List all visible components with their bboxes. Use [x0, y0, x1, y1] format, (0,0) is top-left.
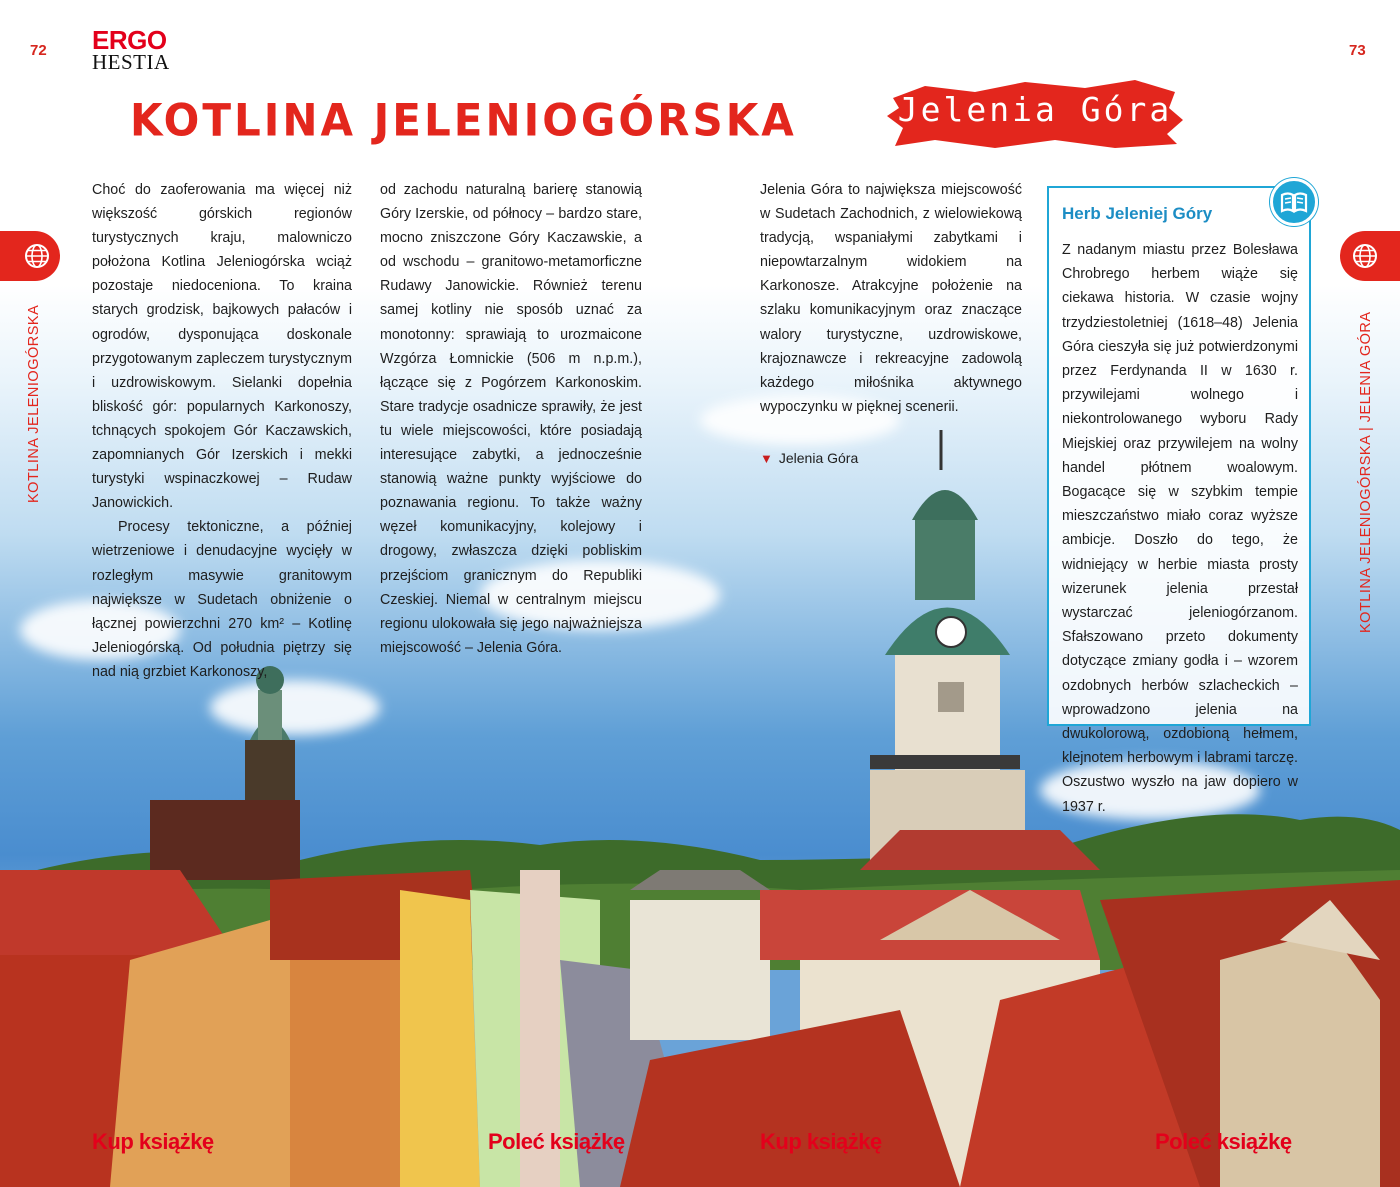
info-box-text: Z nadanym miastu przez Bolesława Chrobrego herbem wiąże się ciekawa historia. W czasie wojny trzydziestoletniej (1618–48) Jelenia Góra cieszyła się już potwierdzonymi przez Ferdynanda II w 1630 r. przywilejami wolnego i niekontrolowanego wyboru Rady Miejskiej oraz przywilejem na wolny handel płótnem woalowym. Bogacące się w szybkim tempie mieszczaństwo miało coraz wyższe ambicje. Doszło do tego, że widniejący w herbie miasta prosty wizerunek jelenia przestał wystarczać jeleniogórzanom. Sfałszowano przeto dokumenty dotyczące zmiany godła i – wzorem ozdobnych herbów szlacheckich – wprowadzono jelenia na dwukolorową, ozdobioną hełmem, klejnotem herbowym i labrami tarczę. Oszustwo wyszło na jaw dopiero w 1937 r.: [1062, 242, 1298, 815]
info-box-title: Herb Jeleniej Góry: [1062, 204, 1213, 223]
page-number-left: 72: [30, 42, 47, 59]
globe-icon: [1352, 243, 1378, 269]
text-column-2: [380, 178, 642, 660]
chapter-title: KOTLINA JELENIOGÓRSKA: [130, 94, 797, 147]
globe-tab-right[interactable]: [1340, 231, 1400, 281]
buy-book-link-left[interactable]: Kup książkę: [92, 1129, 214, 1154]
logo-line-ergo: ERGO: [92, 25, 167, 55]
page-number-right: 73: [1349, 42, 1366, 59]
globe-tab-left[interactable]: [0, 231, 60, 281]
recommend-book-link-right[interactable]: Poleć książkę: [1155, 1129, 1292, 1154]
globe-icon: [24, 243, 50, 269]
triangle-down-icon: ▼: [760, 451, 773, 466]
side-label-right-text: KOTLINA JELENIOGÓRSKA | JELENIA GÓRA: [1358, 311, 1374, 633]
recommend-book-link-left[interactable]: Poleć książkę: [488, 1129, 625, 1154]
side-label-right: [1358, 308, 1378, 638]
paragraph: od zachodu naturalną barierę stanowią Góry Izerskie, od północy – bardzo stare, mocno zniszczone Góry Kaczawskie, a od wschodu – granitowo-metamorficzne Rudawy Janowickie. Również terenu samej kotliny nie sposób uznać za monotonny: sprawiają to urozmaicone Wzgórza Łomnickie (506 m n.p.m.), łączące się z Pogórzem Karkonoskim. Stare tradycje osadnicze sprawiły, że jest tu wiele miejscowości, które posiadają interesujące zabytki, a jednocześnie stanowią ważne punkty wyjściowe do poznawania regionu. To także ważny węzeł komunikacyjny, kolejowy i drogowy, zwłaszcza dzięki pobliskim przejściom granicznym do Republiki Czeskiej. Niemal w centralnym miejscu regionu ulokowała się jego najważniejsza miejscowość – Jelenia Góra.: [380, 182, 642, 656]
info-box: [1047, 186, 1311, 815]
side-label-left: [26, 304, 46, 508]
photo-caption-text: Jelenia Góra: [778, 450, 859, 466]
paragraph: Procesy tektoniczne, a później wietrzeniowe i denudacyjne wycięły w rozległym masywie granitowym największe w Sudetach obniżenie o łącznej powierzchni 270 km² – Kotlinę Jeleniogórską. Od południa piętrzy się nad nią grzbiet Karkonoszy,: [92, 519, 352, 680]
paragraph: Choć do zaoferowania ma więcej niż większość górskich regionów turystycznych kraju, malowniczo położona Kotlina Jeleniogórska wciąż pozostaje niedoceniona. To kraina starych grodzisk, bajkowych pałaców i ogrodów, dysponująca doskonale przygotowanym zapleczem turystycznym i uzdrowiskowym. Sielanki dopełnia bliskość gór: popularnych Karkonoszy, tchnących spokojem Gór Kaczawskich, zapomnianych Gór Izerskich i mekki turystyki wspinaczkowej – Rudaw Janowickich.: [92, 182, 352, 512]
side-label-left-text: KOTLINA JELENIOGÓRSKA: [26, 304, 42, 503]
photo-caption: [760, 450, 858, 466]
section-title: Jelenia Góra: [897, 90, 1173, 129]
logo-line-hestia: HESTIA: [92, 50, 170, 74]
paragraph: Jelenia Góra to największa miejscowość w Sudetach Zachodnich, z wielowiekową tradycją, wspaniałymi zabytkami i niepowtarzalnym widokiem na Karkonosze. Atrakcyjne położenie na szlaku komunikacyjnym oraz znaczące walory turystyczne, uzdrowiskowe, krajoznawcze i rekreacyjne zadowolą każdego miłośnika aktywnego wypoczynku w pięknej scenerii.: [760, 182, 1022, 415]
buy-book-link-right[interactable]: Kup książkę: [760, 1129, 882, 1154]
intro-text: [760, 178, 1022, 419]
ergo-hestia-logo[interactable]: [92, 25, 170, 74]
book-icon: [1270, 178, 1318, 226]
text-column-1: [92, 178, 352, 684]
